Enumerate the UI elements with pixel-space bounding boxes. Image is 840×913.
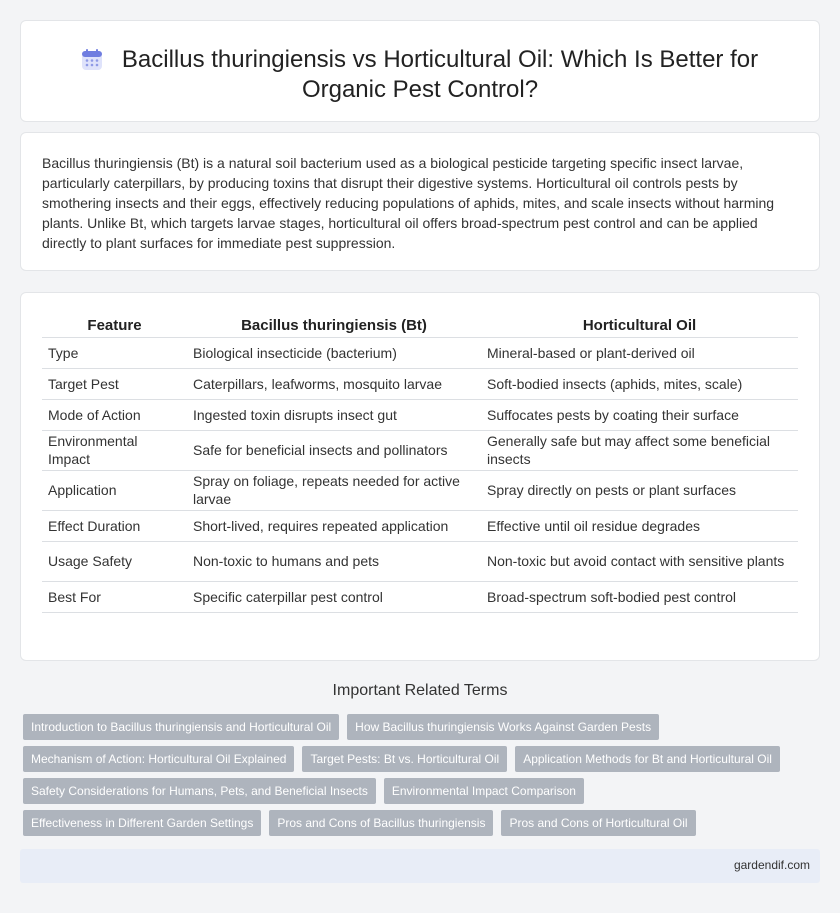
feature-cell: Effect Duration: [42, 510, 187, 541]
related-term-tag[interactable]: Safety Considerations for Humans, Pets, and Beneficial Insects: [23, 778, 376, 804]
table-row: [42, 430, 798, 470]
related-term-tag[interactable]: Introduction to Bacillus thuringiensis and Horticultural Oil: [23, 714, 339, 740]
table-row: [42, 470, 798, 510]
feature-cell: Environmental Impact: [42, 430, 187, 470]
related-terms-list: [23, 714, 813, 842]
related-term-tag[interactable]: Mechanism of Action: Horticultural Oil Explained: [23, 746, 294, 772]
feature-cell: Application: [42, 470, 187, 510]
bt-cell: Biological insecticide (bacterium): [187, 337, 481, 368]
related-term-tag[interactable]: Pros and Cons of Bacillus thuringiensis: [269, 810, 493, 836]
header-bt: Bacillus thuringiensis (Bt): [187, 315, 481, 337]
oil-cell: Effective until oil residue degrades: [481, 510, 798, 541]
table-row: [42, 581, 798, 612]
oil-cell: Suffocates pests by coating their surface: [481, 399, 798, 430]
table-row: [42, 368, 798, 399]
feature-cell: Type: [42, 337, 187, 368]
related-terms-heading: Important Related Terms: [332, 682, 508, 699]
table-header-row: [42, 315, 798, 337]
footer: [20, 849, 820, 883]
comparison-table: [42, 315, 798, 613]
page-title: [21, 45, 819, 105]
oil-cell: Soft-bodied insects (aphids, mites, scale): [481, 368, 798, 399]
header-feature: Feature: [42, 315, 187, 337]
oil-cell: Spray directly on pests or plant surfaces: [481, 470, 798, 510]
header-horticultural-oil: Horticultural Oil: [481, 315, 798, 337]
feature-cell: Best For: [42, 581, 187, 612]
table-row: [42, 541, 798, 581]
related-term-tag[interactable]: Target Pests: Bt vs. Horticultural Oil: [302, 746, 507, 772]
related-term-tag[interactable]: Environmental Impact Comparison: [384, 778, 584, 804]
oil-cell: Generally safe but may affect some beneficial insects: [481, 430, 798, 470]
feature-cell: Usage Safety: [42, 541, 187, 581]
title-card: [20, 20, 820, 122]
table-row: [42, 399, 798, 430]
oil-cell: Broad-spectrum soft-bodied pest control: [481, 581, 798, 612]
page-title-line-1: Bacillus thuringiensis vs Horticultural Oil: Which Is Better for: [121, 46, 759, 73]
table-row: [42, 337, 798, 368]
intro-card: [20, 132, 820, 271]
feature-cell: Mode of Action: [42, 399, 187, 430]
oil-cell: Non-toxic but avoid contact with sensitive plants: [481, 541, 798, 581]
bt-cell: Safe for beneficial insects and pollinators: [187, 430, 481, 470]
bt-cell: Specific caterpillar pest control: [187, 581, 481, 612]
footer-site-link[interactable]: gardendif.com: [733, 858, 810, 872]
related-term-tag[interactable]: Application Methods for Bt and Horticultural Oil: [515, 746, 780, 772]
bt-cell: Spray on foliage, repeats needed for active larvae: [187, 470, 481, 510]
related-term-tag[interactable]: How Bacillus thuringiensis Works Against Garden Pests: [347, 714, 659, 740]
bt-cell: Short-lived, requires repeated application: [187, 510, 481, 541]
comparison-card: [20, 292, 820, 661]
related-term-tag[interactable]: Pros and Cons of Horticultural Oil: [501, 810, 695, 836]
bt-cell: Non-toxic to humans and pets: [187, 541, 481, 581]
oil-cell: Mineral-based or plant-derived oil: [481, 337, 798, 368]
bt-cell: Caterpillars, leafworms, mosquito larvae: [187, 368, 481, 399]
page-title-line-2: Organic Pest Control?: [301, 76, 539, 103]
table-row: [42, 510, 798, 541]
feature-cell: Target Pest: [42, 368, 187, 399]
intro-paragraph: Bacillus thuringiensis (Bt) is a natural soil bacterium used as a biological pesticide targeting specific insect larvae, particularly caterpillars, by producing toxins that disrupt their digestive systems. Horticultural oil controls pests by smothering insects and their eggs, effectively reducing populations of aphids, mites, and scale insects without harming plants. Unlike Bt, which targets larvae stages, horticultural oil offers broad-spectrum pest control and can be applied directly to plant surfaces for immediate pest suppression.: [42, 155, 775, 251]
bt-cell: Ingested toxin disrupts insect gut: [187, 399, 481, 430]
related-term-tag[interactable]: Effectiveness in Different Garden Settings: [23, 810, 261, 836]
